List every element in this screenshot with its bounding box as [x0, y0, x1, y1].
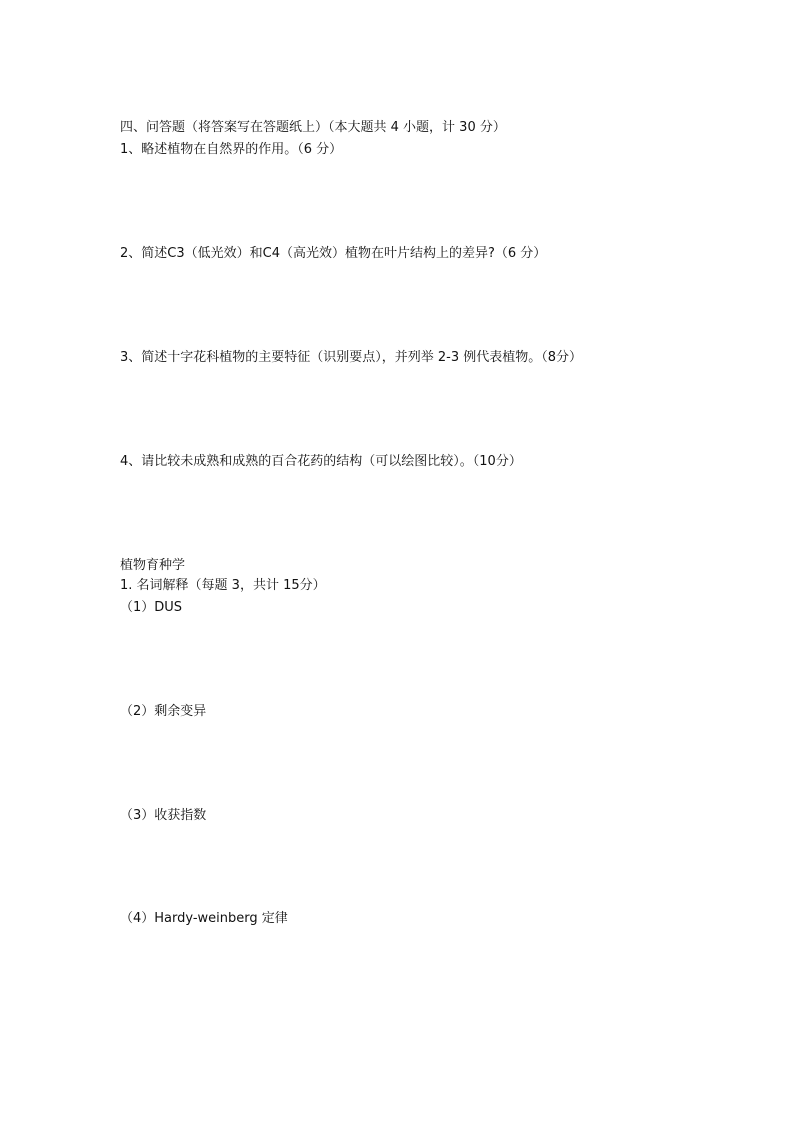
question-1: 1、略述植物在自然界的作用。（6 分）	[120, 142, 343, 157]
question-2: 2、简述C3（低光效）和C4（高光效）植物在叶片结构上的差异?（6 分）	[120, 246, 547, 261]
breeding-title: 植物育种学	[120, 558, 186, 573]
term-4: （4）Hardy-weinberg 定律	[120, 911, 288, 926]
term-3: （3）收获指数	[120, 808, 207, 823]
question-3: 3、简述十字花科植物的主要特征（识别要点），并列举 2-3 例代表植物。（8分）	[120, 350, 583, 365]
section-four-heading: 四、问答题（将答案写在答题纸上）（本大题共 4 小题，计 30 分）	[120, 120, 506, 135]
term-2: （2）剩余变异	[120, 704, 207, 719]
question-4: 4、请比较未成熟和成熟的百合花药的结构（可以绘图比较）。（10分）	[120, 454, 522, 469]
term-1: （1）DUS	[120, 600, 183, 615]
breeding-subheading: 1. 名词解释（每题 3，共计 15分）	[120, 578, 326, 593]
